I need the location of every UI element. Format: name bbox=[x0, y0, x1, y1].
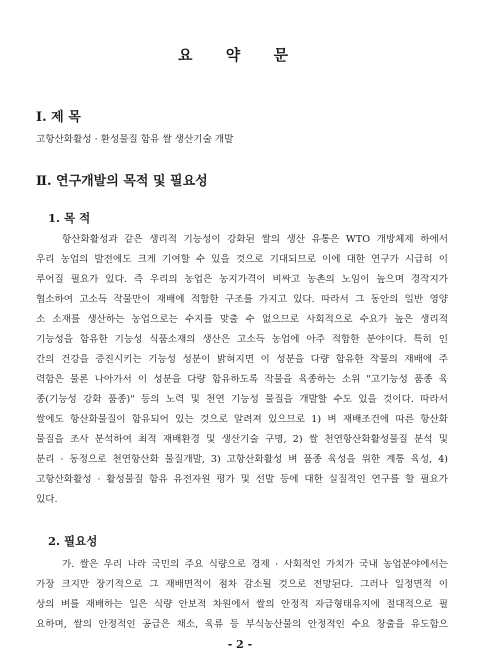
paragraph-line: 간의 건강을 증진시키는 기능성 성분이 밝혀지면 이 성분을 다량 함유한 작물의 재배에 주 bbox=[36, 354, 448, 365]
section-2-heading: Ⅱ. 연구개발의 목적 및 필요성 bbox=[36, 174, 208, 189]
paragraph-line: 가. 쌀은 우리 나라 국민의 주요 식량으로 경제 · 사회적인 가치가 국내 농업분야에서는 bbox=[62, 559, 448, 570]
paragraph-line: 종(기능성 강화 품종)" 등의 노력 및 천연 기능성 물질을 개발할 수도 있을 것이다. 따라서 bbox=[36, 394, 448, 405]
page-number: - 2 - bbox=[227, 638, 253, 651]
paragraph-line: 상의 벼를 재배하는 일은 식량 안보적 차원에서 쌀의 안정적 자급형태유지에 절대적으로 필 bbox=[36, 599, 448, 610]
subsection-purpose-heading: 1. 목 적 bbox=[48, 211, 91, 225]
section-1-text: 고항산화활성 · 환성물질 함유 쌀 생산기술 개발 bbox=[36, 134, 234, 145]
paragraph-line: 력함은 물론 나아가서 이 성분을 다량 함유하도록 작물을 육종하는 소위 "고기능성 품종 육 bbox=[36, 374, 448, 385]
page-title: 요 약 문 bbox=[178, 46, 302, 64]
paragraph-line: 소 소재를 생산하는 농업으로는 수지를 맞출 수 없으므로 사회적으로 수요가 높은 생리적 bbox=[36, 314, 448, 325]
paragraph-line: 협소하여 고소득 작물만이 재배에 적합한 구조를 가지고 있다. 따라서 그 동안의 일반 영양 bbox=[36, 294, 448, 305]
paragraph-line: 있다. bbox=[36, 494, 58, 505]
paragraph-line: 고항산화활성 · 활성물질 함유 유전자원 평가 및 선발 등에 대한 실질적인 연구를 할 필요가 bbox=[36, 474, 448, 485]
section-1-heading: Ⅰ. 제 목 bbox=[36, 110, 81, 125]
paragraph-line: 항산화활성과 같은 생리적 기능성이 강화된 쌀의 생산 유통은 WTO 개방체제 하에서 bbox=[62, 234, 448, 245]
paragraph-line: 가장 크지만 장기적으로 그 재배면적이 점차 감소될 것으로 전망된다. 그러나 일정면적 이 bbox=[36, 579, 448, 590]
paragraph-line: 루어질 필요가 있다. 즉 우리의 농업은 농지가격이 비싸고 농촌의 노임이 높으며 경작지가 bbox=[36, 274, 448, 285]
paragraph-line: 쌀에도 항산화물질이 함유되어 있는 것으로 알려져 있으므로 1) 벼 재배조건에 따른 항산화 bbox=[36, 414, 448, 425]
paragraph-line: 물질을 조사 분석하여 최적 재배환경 및 생산기술 구명, 2) 쌀 천연항산화활성물질 분석 및 bbox=[36, 434, 448, 445]
paragraph-line: 요하며, 쌀의 안정적인 공급은 채소, 육류 등 부식농산물의 안정적인 수요 창출을 유도함으 bbox=[36, 619, 448, 630]
paragraph-line: 기능성을 함유한 기능성 식품소재의 생산은 고소득 농업에 아주 적합한 분야이다. 특히 인 bbox=[36, 334, 448, 345]
paragraph-line: 분리 · 동정으로 천연항산화 물질개발, 3) 고항산화활성 벼 품종 육성을 위한 계통 육성, 4) bbox=[36, 454, 448, 465]
subsection-necessity-heading: 2. 필요성 bbox=[48, 534, 98, 548]
paragraph-line: 우리 농업의 발전에도 크게 기여할 수 있을 것으로 기대되므로 이에 대한 연구가 시급히 이 bbox=[36, 254, 448, 265]
